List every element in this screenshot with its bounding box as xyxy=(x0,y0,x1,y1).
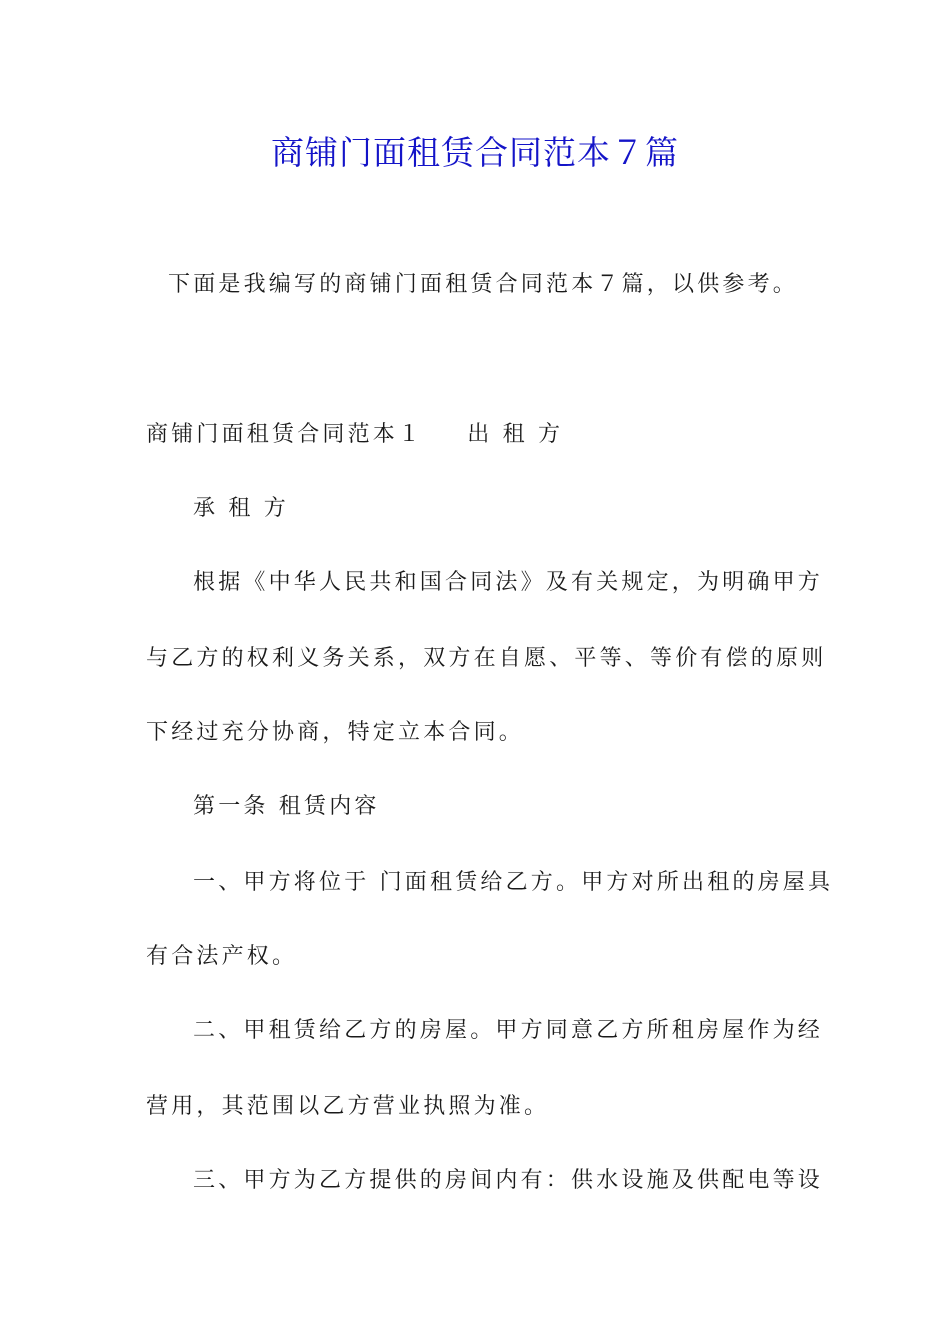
lessee-label: 承 租 方 xyxy=(193,496,289,521)
clause-2-line-1: 二、甲租赁给乙方的房屋。甲方同意乙方所租房屋作为经 xyxy=(193,1018,824,1043)
paragraph-1-line-2: 与乙方的权利义务关系，双方在自愿、平等、等价有偿的原则 xyxy=(146,646,827,671)
lessor-label: 出 租 方 xyxy=(467,422,564,447)
paragraph-1-line-1: 根据《中华人民共和国合同法》及有关规定，为明确甲方 xyxy=(193,570,824,595)
article-1-heading: 第一条 租赁内容 xyxy=(193,794,380,819)
intro-text: 下面是我编写的商铺门面租赁合同范本７篇，以供参考。 xyxy=(168,272,799,297)
clause-1-line-2: 有合法产权。 xyxy=(146,944,298,969)
clause-1-line-1: 一、甲方将位于 门面租赁给乙方。甲方对所出租的房屋具 xyxy=(193,870,834,895)
clause-2-line-2: 营用，其范围以乙方营业执照为准。 xyxy=(146,1094,550,1119)
clause-3-line-1: 三、甲方为乙方提供的房间内有：供水设施及供配电等设 xyxy=(193,1168,824,1193)
section-heading: 商铺门面租赁合同范本１ xyxy=(146,422,424,447)
section-heading-line xyxy=(146,420,563,450)
paragraph-1-line-3: 下经过充分协商，特定立本合同。 xyxy=(146,720,525,745)
document-title: 商铺门面租赁合同范本７篇 xyxy=(271,133,679,172)
